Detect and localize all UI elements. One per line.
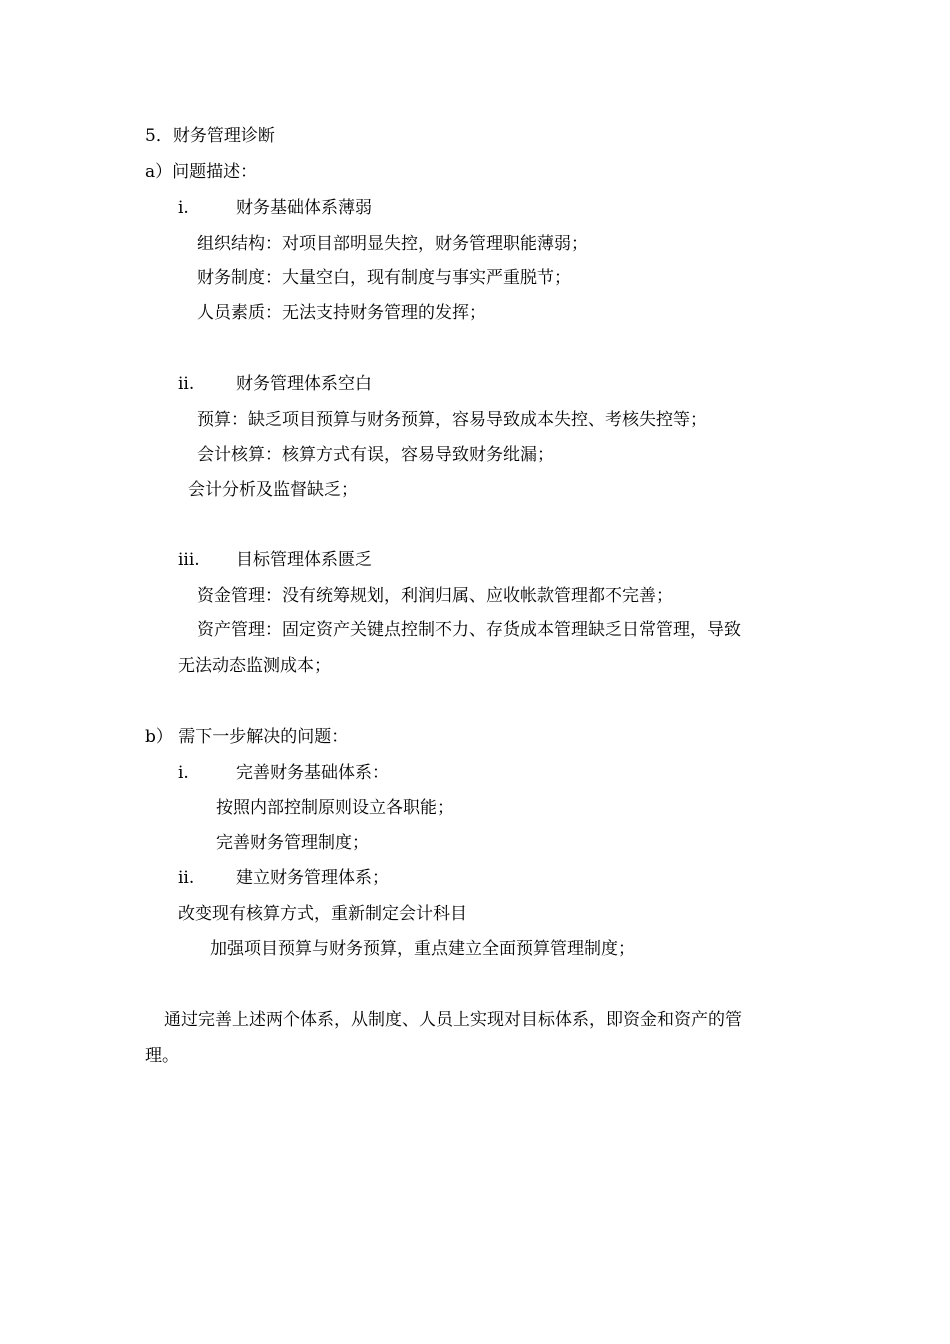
part-a-item-2-line-2: 会计核算：核算方式有误，容易导致财务纰漏；	[197, 445, 554, 465]
part-a-item-1-line-3: 人员素质：无法支持财务管理的发挥；	[197, 303, 486, 323]
part-a-item-3-numeral: iii.	[178, 550, 200, 570]
part-a-item-3-line-2: 资产管理：固定资产关键点控制不力、存货成本管理缺乏日常管理，导致	[197, 620, 741, 640]
part-a-item-3-title: 目标管理体系匮乏	[236, 550, 372, 570]
part-a-item-2-numeral: ii.	[178, 374, 195, 394]
part-b-item-1-numeral: i.	[178, 763, 189, 783]
part-b-item-1-title: 完善财务基础体系：	[236, 763, 389, 783]
conclusion-line-1: 通过完善上述两个体系，从制度、人员上实现对目标体系，即资金和资产的管	[164, 1010, 742, 1030]
conclusion-line-2: 理。	[145, 1046, 179, 1066]
part-b-item-2-line-2: 加强项目预算与财务预算，重点建立全面预算管理制度；	[210, 939, 635, 959]
part-b-item-2-numeral: ii.	[178, 868, 195, 888]
part-b-item-1-line-2: 完善财务管理制度；	[216, 833, 369, 853]
part-b-item-2-title: 建立财务管理体系；	[236, 868, 389, 888]
part-a-item-2-title: 财务管理体系空白	[236, 374, 372, 394]
part-a-heading: a）问题描述：	[145, 162, 258, 182]
section-title: 5．财务管理诊断	[145, 126, 275, 146]
part-a-item-1-line-1: 组织结构：对项目部明显失控，财务管理职能薄弱；	[197, 234, 588, 254]
part-b-heading: b） 需下一步解决的问题：	[145, 727, 349, 747]
part-a-item-1-numeral: i.	[178, 198, 189, 218]
part-a-item-3-line-3: 无法动态监测成本；	[178, 656, 331, 676]
part-a-item-1-title: 财务基础体系薄弱	[236, 198, 372, 218]
part-a-item-2-line-3: 会计分析及监督缺乏；	[188, 480, 358, 500]
part-b-item-2-line-1: 改变现有核算方式，重新制定会计科目	[178, 904, 467, 924]
part-a-item-2-line-1: 预算：缺乏项目预算与财务预算，容易导致成本失控、考核失控等；	[197, 410, 707, 430]
part-b-item-1-line-1: 按照内部控制原则设立各职能；	[216, 798, 454, 818]
part-a-item-3-line-1: 资金管理：没有统筹规划，利润归属、应收帐款管理都不完善；	[197, 586, 673, 606]
part-a-item-1-line-2: 财务制度：大量空白，现有制度与事实严重脱节；	[197, 268, 571, 288]
